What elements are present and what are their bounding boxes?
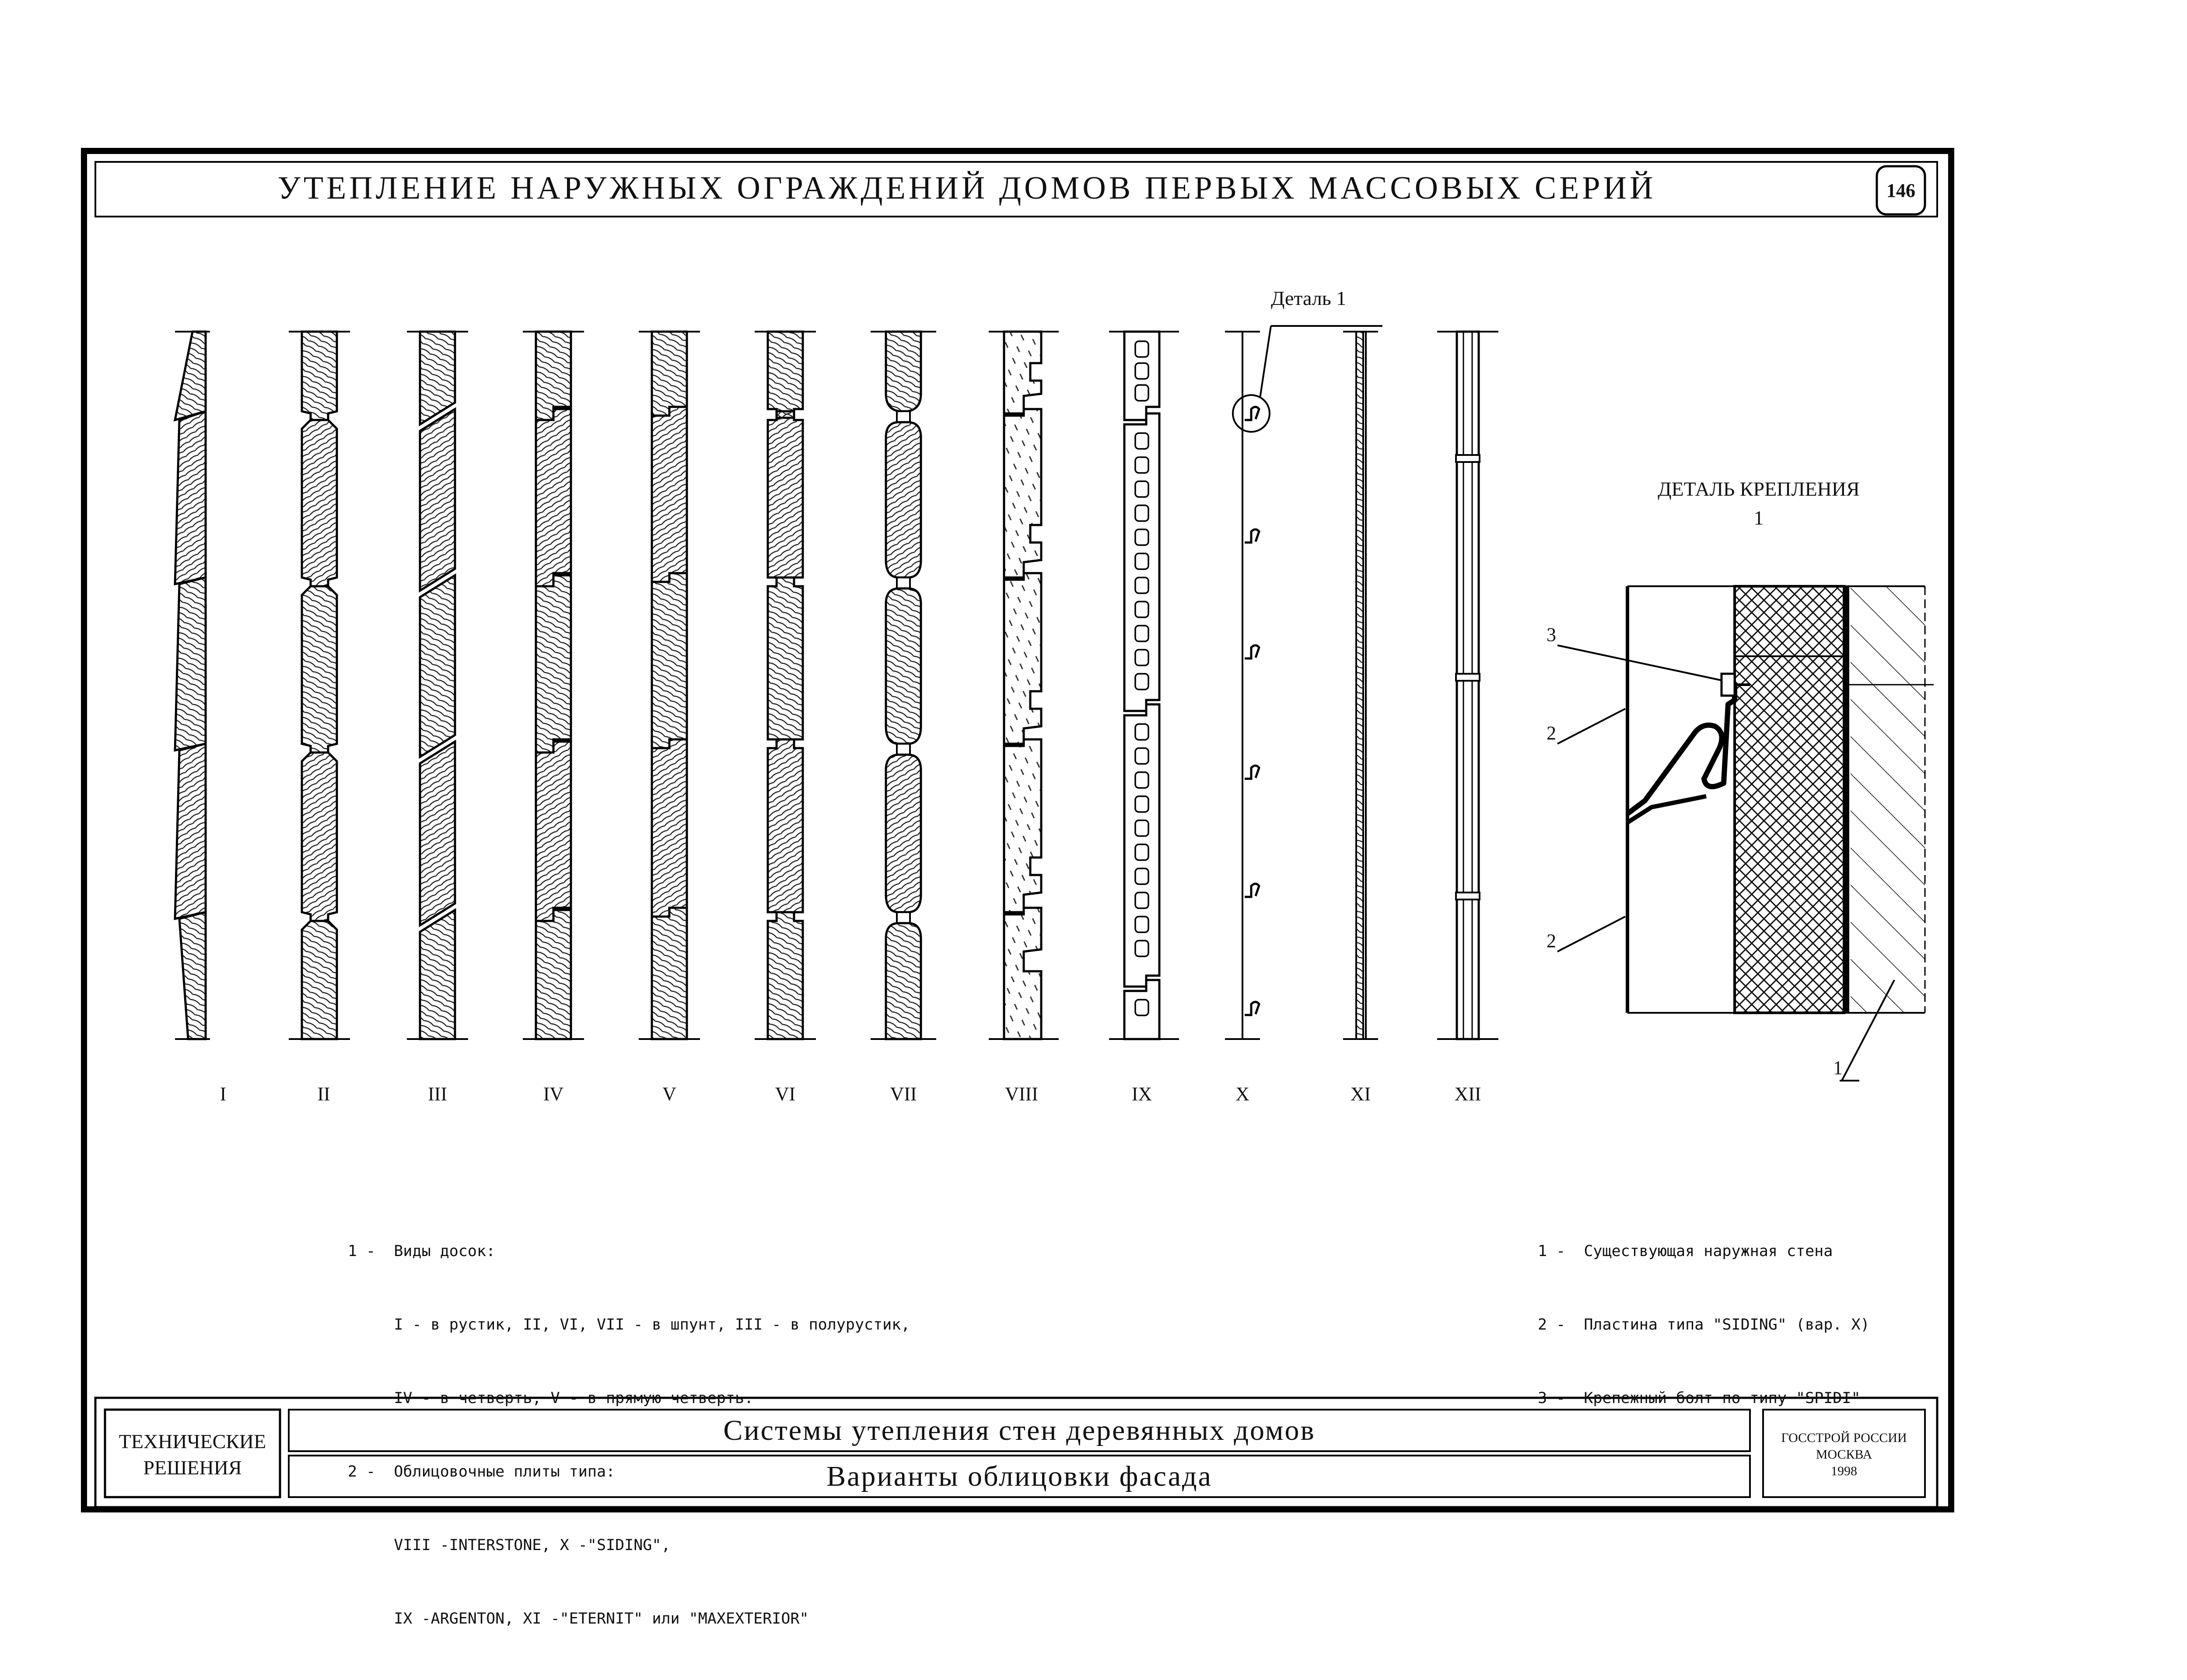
note-right-1: 1 - Существующая наружная стена: [1538, 1242, 1833, 1260]
variant-label-1: I: [220, 1083, 227, 1105]
title-block-subject: Системы утепления стен деревянных домов: [723, 1414, 1316, 1446]
variant-label-10: X: [1235, 1083, 1249, 1105]
variant-12-plates: [1437, 332, 1498, 1039]
detail-title-line2: 1: [1753, 507, 1764, 529]
detail-callout-3: 3: [1547, 624, 1556, 645]
variant-4-boards: [523, 332, 584, 1039]
variant-1-boards: [175, 332, 210, 1039]
title-block-org-line1: ГОССТРОЙ РОССИИ: [1781, 1431, 1907, 1445]
sheet-number: 146: [1886, 179, 1915, 201]
note-left-1-line2: I - в рустик, II, VI, VII - в шпунт, III - в полурустик,: [348, 1316, 910, 1334]
title-block-category-line2: РЕШЕНИЯ: [143, 1456, 242, 1479]
variant-label-5: V: [662, 1083, 676, 1105]
variant-3-boards: [407, 332, 468, 1039]
detail-title: [1592, 475, 1925, 532]
note-left-1-line3: IV - в четверть, V - в прямую четверть.: [348, 1390, 754, 1407]
note-right-3: 3 - Крепежный болт по типу "SPIDI": [1538, 1390, 1861, 1407]
variant-label-11: XI: [1350, 1083, 1371, 1105]
detail-title-line1: ДЕТАЛЬ КРЕПЛЕНИЯ: [1658, 478, 1860, 500]
variant-6-boards: [755, 332, 816, 1039]
variant-label-7: VII: [890, 1083, 917, 1105]
title-block-organization: [1763, 1411, 1925, 1498]
variant-label-2: II: [317, 1083, 330, 1105]
note-left-1: 1 - Виды досок:: [348, 1242, 496, 1260]
note-left-2-line2: VIII -INTERSTONE, X -"SIDING",: [348, 1536, 671, 1554]
detail-callout-2b: 2: [1547, 930, 1556, 952]
variant-label-9: IX: [1131, 1083, 1152, 1105]
variant-label-8: VIII: [1005, 1083, 1038, 1105]
variant-label-12: XII: [1454, 1083, 1481, 1105]
variant-2-boards: [289, 332, 350, 1039]
note-left-2-line3: IX -ARGENTON, XI -"ETERNIT" или "MAXEXTERIOR": [348, 1610, 809, 1628]
title-block-org-line2: МОСКВА: [1816, 1447, 1872, 1462]
variant-8-panels: [989, 332, 1059, 1039]
title-block-category: [105, 1411, 280, 1498]
title-block-sheet-name: Варианты облицовки фасада: [826, 1460, 1212, 1492]
page-title: УТЕПЛЕНИЕ НАРУЖНЫХ ОГРАЖДЕНИЙ ДОМОВ ПЕРВЫХ МАССОВЫХ СЕРИЙ: [277, 170, 1656, 206]
note-left-2: 2 - Облицовочные плиты типа:: [348, 1463, 616, 1480]
note-right-2: 2 - Пластина типа "SIDING" (вар. X): [1538, 1316, 1870, 1334]
variant-5-boards: [639, 332, 700, 1039]
detail-callout-1: 1: [1833, 1057, 1843, 1078]
detail-callout-2a: 2: [1547, 722, 1556, 744]
variant-label-6: VI: [775, 1083, 796, 1105]
title-block-org-line3: 1998: [1831, 1464, 1857, 1478]
variant-7-boards: [871, 332, 936, 1039]
title-block-category-line1: ТЕХНИЧЕСКИЕ: [119, 1430, 266, 1452]
variant-label-4: IV: [543, 1083, 564, 1105]
detail-1-callout: Деталь 1: [1271, 287, 1347, 309]
variant-11-plates: [1343, 332, 1378, 1039]
variant-9-panels: [1109, 332, 1179, 1039]
variant-label-3: III: [428, 1083, 447, 1105]
detail-1-section: [1557, 586, 1934, 1081]
